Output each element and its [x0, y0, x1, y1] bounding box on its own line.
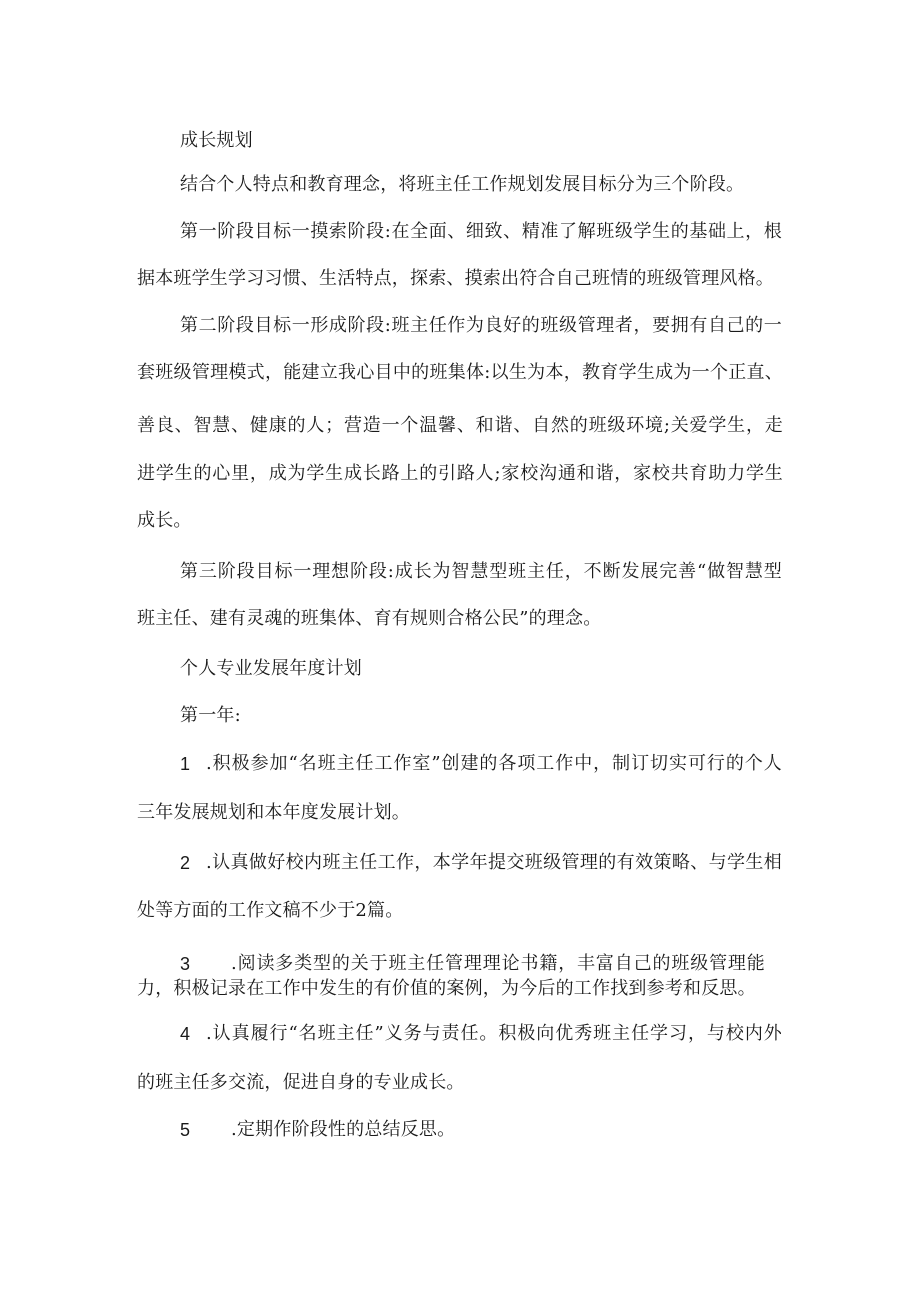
stage3-line1: 第三阶段目标一理想阶段:成长为智慧型班主任，不断发展完善“做智慧型	[180, 561, 782, 582]
list-item-line1: .定期作阶段性的总结反思。	[231, 1119, 456, 1140]
stage2-line4: 进学生的心里，成为学生成长路上的引路人;家校沟通和谐，家校共育助力学生	[137, 463, 783, 484]
stage1-line2: 据本班学生学习习惯、生活特点，探索、摸索出符合自己班情的班级管理风格。	[137, 268, 774, 289]
list-item-line2: 处等方面的工作文稿不少于2篇。	[137, 900, 404, 921]
list-item-number: 1	[180, 754, 191, 774]
stage2-line2: 套班级管理模式，能建立我心目中的班集体:以生为本，教育学生成为一个正直、	[137, 362, 783, 383]
list-item-line1: .认真履行“名班主任”义务与责任。积极向优秀班主任学习，与校内外	[206, 1023, 782, 1044]
list-item-line2: 三年发展规划和本年度发展计划。	[137, 802, 410, 823]
stage1-line1: 第一阶段目标一摸索阶段:在全面、细致、精准了解班级学生的基础上，根	[180, 221, 782, 242]
stage3-line2: 班主任、建有灵魂的班集体、育有规则合格公民”的理念。	[137, 608, 602, 629]
stage2-line5: 成长。	[137, 510, 192, 531]
list-item-line1: .积极参加“名班主任工作室”创建的各项工作中，制订切实可行的个人	[206, 753, 782, 774]
list-item-number: 2	[180, 853, 191, 873]
year-label: 第一年:	[180, 705, 241, 726]
list-item-line2: 的班主任多交流，促进自身的专业成长。	[137, 1072, 465, 1093]
stage2-line3: 善良、智慧、健康的人；营造一个温馨、和谐、自然的班级环境;关爱学生，走	[137, 415, 783, 436]
list-item-line1: .认真做好校内班主任工作，本学年提交班级管理的有效策略、与学生相	[206, 852, 782, 873]
intro-paragraph: 结合个人特点和教育理念，将班主任工作规划发展目标分为三个阶段。	[180, 174, 745, 195]
list-item-number: 3	[180, 954, 191, 974]
growth-plan-heading: 成长规划	[180, 130, 253, 151]
annual-plan-heading: 个人专业发展年度计划	[180, 658, 362, 679]
stage2-line1: 第二阶段目标一形成阶段:班主任作为良好的班级管理者，要拥有自己的一	[180, 315, 782, 336]
list-item-line1: .阅读多类型的关于班主任管理理论书籍，丰富自己的班级管理能	[231, 953, 765, 974]
list-item-line2: 力，积极记录在工作中发生的有价值的案例，为今后的工作找到参考和反思。	[137, 978, 756, 999]
list-item-number: 4	[180, 1024, 191, 1044]
list-item-number: 5	[180, 1120, 191, 1140]
